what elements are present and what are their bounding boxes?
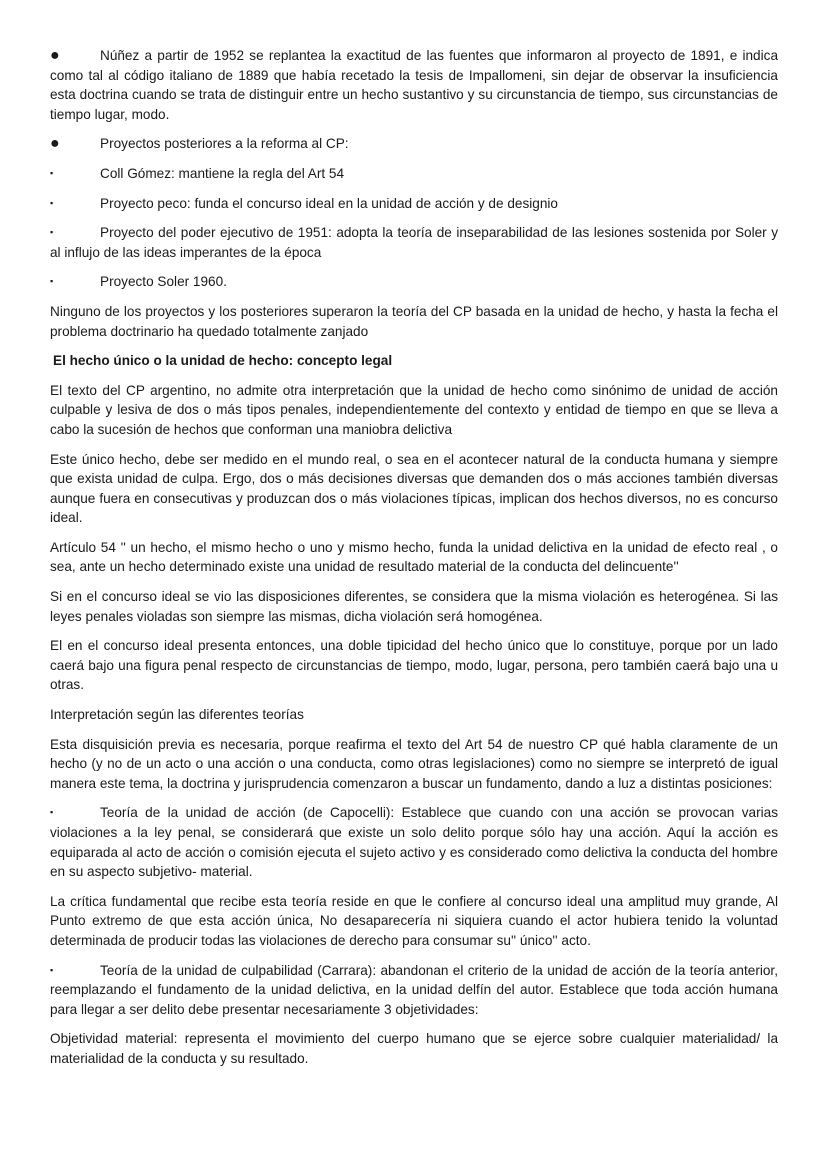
- subitem-proyecto-soler: [50, 272, 778, 292]
- square-bullet-marker: ▪: [50, 276, 54, 287]
- paragraph-articulo-54: Artículo 54 '' un hecho, el mismo hecho o uno y mismo hecho, funda la unidad delictiva en la unidad de efecto real , o sea, ante un hecho determinado existe una unidad de resultado material de la conducta del delincuente'': [50, 539, 778, 575]
- paragraph-unico-hecho: Este único hecho, debe ser medido en el mundo real, o sea en el acontecer natural de la conducta humana y siempre que exista unidad de culpa. Ergo, dos o más decisiones diversas que demanden dos o más acciones también diversas aunque fuera en consecutivas y produzcan dos o más violaciones típicas, implican dos hechos diversos, no es concurso ideal.: [50, 451, 778, 526]
- bullet-text: Núñez a partir de 1952 se replantea la exactitud de las fuentes que informaron al proyecto de 1891, e indica como tal al código italiano de 1889 que había recetado la tesis de Impallomeni, sin dejar de observar la insuficiencia esta doctrina cuando se trata de distinguir entre un hecho sustantivo y su circunstancia de tiempo, sus circunstancias de tiempo lugar, modo.: [50, 48, 778, 122]
- bullet-text: Proyectos posteriores a la reforma al CP:: [100, 136, 349, 152]
- bullet-marker: ●: [50, 47, 60, 64]
- paragraph-concurso-ideal: Si en el concurso ideal se vio las disposiciones diferentes, se considera que la misma violación es heterogénea. Si las leyes penales violadas son siempre las mismas, dicha violación será homogénea.: [50, 589, 778, 624]
- bullet-marker: ●: [50, 135, 60, 153]
- subheading-interpretacion: Interpretación según las diferentes teorías: [50, 707, 304, 723]
- subitem-text: Teoría de la unidad de culpabilidad (Carrara): abandonan el criterio de la unidad de acción de la teoría anterior, reemplazando el fundamento de la unidad delictiva, en la unidad delfín del autor. Establece que toda acción humana para llegar a ser delito debe presentar necesariamente 3 objetividades:: [50, 962, 778, 1017]
- paragraph-objetividad-material: Objetividad material: representa el movimiento del cuerpo humano que se ejerce sobre cualquier materialidad/ la materialidad de la conducta y su resultado.: [50, 1031, 778, 1066]
- square-bullet-marker: ▪: [50, 964, 54, 975]
- paragraph-doble-tipicidad: El en el concurso ideal presenta entonces, una doble tipicidad del hecho único que lo constituye, porque por un lado caerá bajo una figura penal respecto de circunstancias de tiempo, modo, lugar, persona, pero también caerá bajo una u otras.: [50, 638, 778, 693]
- square-bullet-marker: ▪: [50, 197, 54, 208]
- subitem-teoria-culpabilidad: [50, 961, 778, 1020]
- subitem-coll-gomez: [50, 164, 778, 184]
- square-bullet-marker: ▪: [50, 227, 54, 238]
- bullet-item-nunez: [50, 46, 778, 124]
- square-bullet-marker: ▪: [50, 807, 54, 818]
- bullet-item-proyectos: [50, 134, 778, 154]
- subitem-text: Proyecto peco: funda el concurso ideal en la unidad de acción y de designio: [100, 195, 558, 211]
- paragraph-texto-cp: El texto del CP argentino, no admite otra interpretación que la unidad de hecho como sinónimo de unidad de acción culpable y lesiva de dos o más tipos penales, independientemente del contexto y entidad de tiempo en que se lleva a cabo la sucesión de hechos que conforman una maniobra delictiva: [50, 382, 778, 437]
- subitem-proyecto-1951: [50, 223, 778, 262]
- paragraph-ninguno: Ninguno de los proyectos y los posteriores superaron la teoría del CP basada en la unidad de hecho, y hasta la fecha el problema doctrinario ha quedado totalmente zanjado: [50, 303, 778, 339]
- subitem-text: Teoría de la unidad de acción (de Capocelli): Establece que cuando con una acción se provocan varias violaciones a la ley penal, se considerará que existe un solo delito porque sólo hay una acción. Aquí la acción es equiparada al acto de acción o comisión ejecuta el sujeto activo y es considerado como delictiva la conducta del hombre en su aspecto subjetivo- material.: [50, 805, 778, 880]
- subitem-text: Proyecto Soler 1960.: [100, 274, 227, 290]
- square-bullet-marker: ▪: [50, 167, 54, 178]
- paragraph-disquisicion: Esta disquisición previa es necesaria, porque reafirma el texto del Art 54 de nuestro CP qué habla claramente de un hecho (y no de un acto o una acción o una conducta, como otras legislaciones) como no siempre se interpretó de igual manera este tema, la doctrina y jurisprudencia comenzaron a buscar un fundamento, dando a luz a distintas posiciones:: [50, 736, 778, 791]
- section-heading: El hecho único o la unidad de hecho: concepto legal: [53, 353, 393, 369]
- subitem-text: Proyecto del poder ejecutivo de 1951: adopta la teoría de inseparabilidad de las lesiones sostenida por Soler y al influjo de las ideas imperantes de la época: [50, 225, 778, 260]
- document-page: [50, 46, 778, 1079]
- subitem-proyecto-peco: [50, 194, 778, 214]
- paragraph-critica: La crítica fundamental que recibe esta teoría reside en que le confiere al concurso ideal una amplitud muy grande, Al Punto extremo de que esta acción única, No desaparecería ni siquiera cuando el actor hubiera tenido la voluntad determinada de producir todas las violaciones de derecho para consumar su'' único'' acto.: [50, 893, 778, 948]
- subitem-teoria-accion: [50, 803, 778, 881]
- subitem-text: Coll Gómez: mantiene la regla del Art 54: [100, 165, 345, 181]
